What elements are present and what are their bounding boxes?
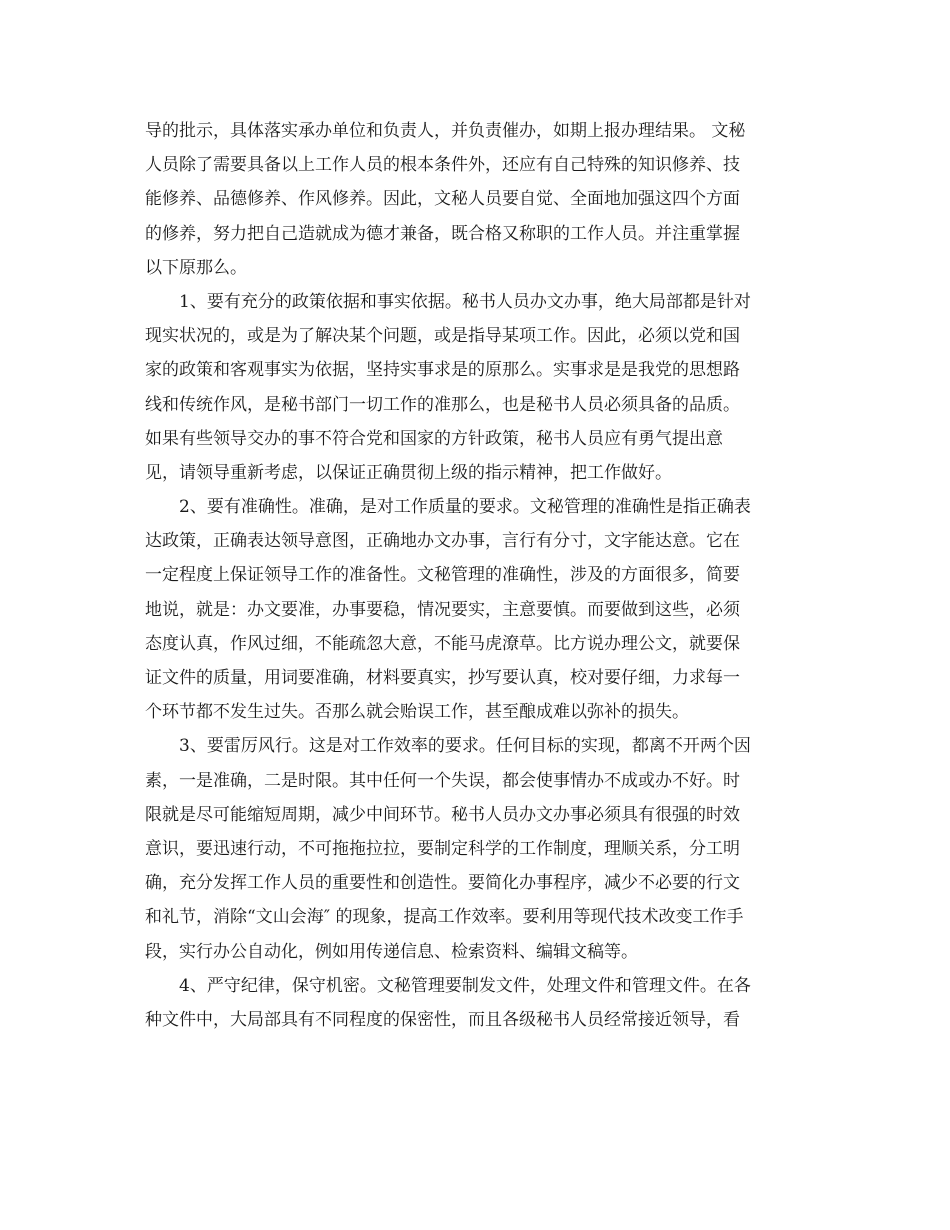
- text-line: 的修养，努力把自己造就成为德才兼备，既合格又称职的工作人员。并注重掌握: [145, 223, 740, 244]
- text-line: 人员除了需要具备以上工作人员的根本条件外，还应有自己特殊的知识修养、技: [145, 155, 740, 176]
- text-line: 证文件的质量，用词要准确，材料要真实，抄写要认真，校对要仔细，力求每一: [145, 668, 740, 688]
- text-line: 以下原那么。: [145, 257, 247, 278]
- text-line: 素，一是准确，二是时限。其中任何一个失误，都会使事情办不成或办不好。时: [145, 770, 740, 791]
- text-line: 2、要有准确性。准确，是对工作质量的要求。文秘管理的准确性是指正确表: [179, 497, 751, 518]
- text-line: 态度认真，作风过细，不能疏忽大意，不能马虎潦草。比方说办理公文，就要保: [145, 633, 740, 654]
- text-line: 段，实行办公自动化，例如用传递信息、检索资料、编辑文稿等。: [145, 941, 638, 962]
- text-line: 导的批示，具体落实承办单位和负责人，并负责催办，如期上报办理结果。 文秘: [145, 121, 746, 141]
- text-line: 和礼节，消除“文山会海″ 的现象，提高工作效率。要利用等现代技术改变工作手: [145, 907, 744, 928]
- text-line: 种文件中，大局部具有不同程度的保密性，而且各级秘书人员经常接近领导，看: [145, 1009, 740, 1030]
- text-line: 4、严守纪律，保守机密。文秘管理要制发文件，处理文件和管理文件。在各: [179, 975, 751, 996]
- text-line: 地说，就是：办文要准，办事要稳，情况要实，主意要慎。而要做到这些，必须: [145, 599, 740, 620]
- text-line: 见，请领导重新考虑，以保证正确贯彻上级的指示精神，把工作做好。: [145, 462, 672, 483]
- text-line: 限就是尽可能缩短周期，减少中间环节。秘书人员办文办事必须具有很强的时效: [145, 804, 740, 825]
- text-line: 意识，要迅速行动，不可拖拖拉拉，要制定科学的工作制度，理顺关系，分工明: [145, 838, 740, 859]
- document-body: [145, 114, 807, 1037]
- text-line: 个环节都不发生过失。否那么就会贻误工作，甚至酿成难以弥补的损失。: [145, 702, 689, 723]
- text-line: 1、要有充分的政策依据和事实依据。秘书人员办文办事，绝大局部都是针对: [179, 291, 751, 312]
- text-line: 达政策，正确表达领导意图，正确地办文办事，言行有分寸，文字能达意。它在: [145, 531, 740, 552]
- text-line: 如果有些领导交办的事不符合党和国家的方针政策，秘书人员应有勇气提出意: [145, 428, 723, 449]
- text-line: 家的政策和客观事实为依据，坚持实事求是的原那么。实事求是是我党的思想路: [145, 360, 740, 381]
- text-line: 能修养、品德修养、作风修养。因此，文秘人员要自觉、全面地加强这四个方面: [145, 189, 740, 210]
- text-line: 现实状况的，或是为了解决某个问题，或是指导某项工作。因此，必须以党和国: [145, 326, 740, 347]
- text-line: 确，充分发挥工作人员的重要性和创造性。要简化办事程序，减少不必要的行文: [145, 873, 740, 894]
- text-line: 线和传统作风，是秘书部门一切工作的准那么，也是秘书人员必须具备的品质。: [145, 394, 740, 415]
- text-line: 一定程度上保证领导工作的准备性。文秘管理的准确性，涉及的方面很多，简要: [145, 565, 740, 586]
- text-line: 3、要雷厉风行。这是对工作效率的要求。任何目标的实现，都离不开两个因: [179, 736, 751, 757]
